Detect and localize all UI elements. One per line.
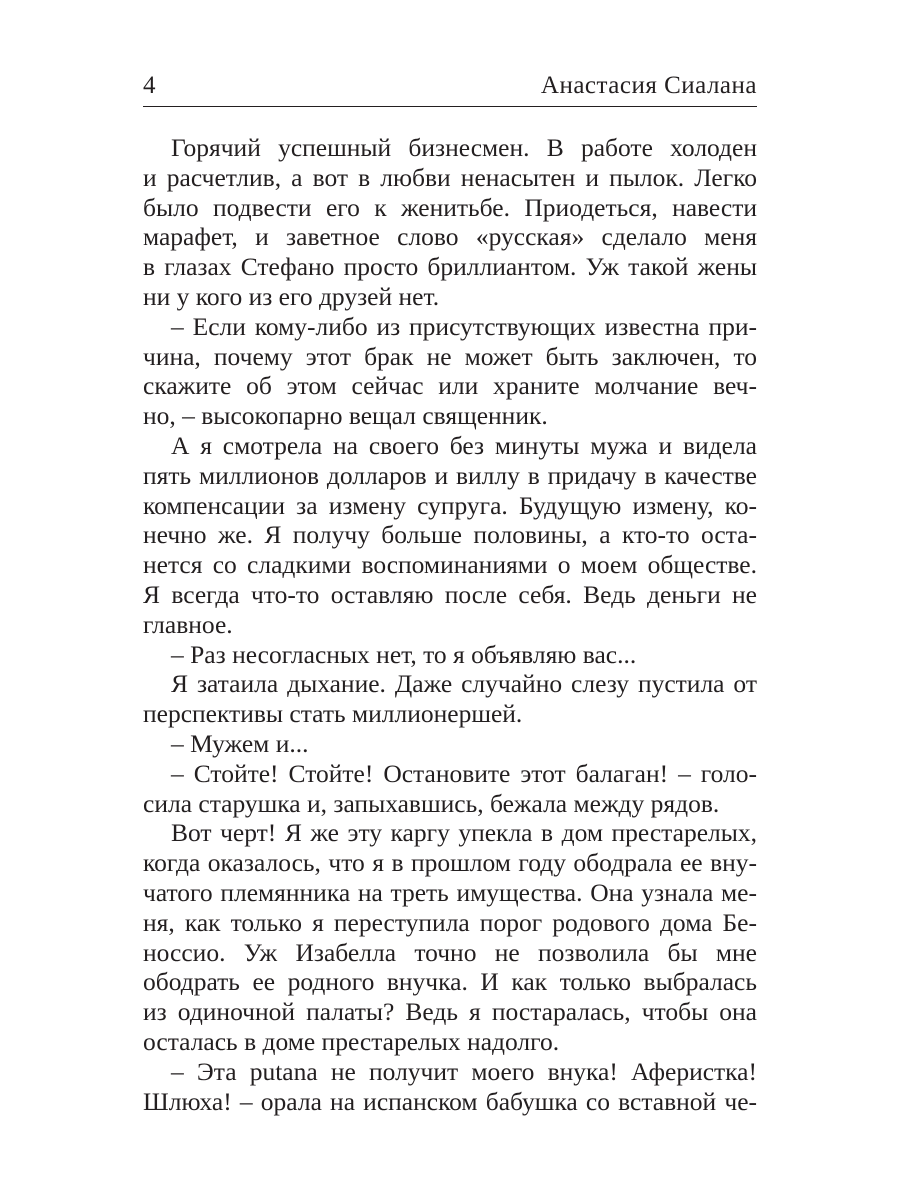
text-line: – Эта putana не получит моего внука! Аферистка! <box>171 1056 757 1086</box>
text-line: Шлюха! – орала на испанском бабушка со вставной че- <box>143 1086 757 1116</box>
header-rule <box>143 106 757 107</box>
text-line: чатого племянника на треть имущества. Она узнала ме- <box>143 877 757 907</box>
text-line: скажите об этом сейчас или храните молчание веч- <box>143 371 757 401</box>
text-line: ободрать ее родного внучка. И как только выбралась <box>143 967 757 997</box>
text-line: нечно же. Я получу больше половины, а кто-то оста- <box>143 520 757 550</box>
paragraph <box>143 312 757 431</box>
text-line: – Если кому-либо из присутствующих известна при- <box>171 311 757 341</box>
text-line: нется со сладкими воспоминаниями о моем обществе. <box>143 550 757 580</box>
text-line: Вот черт! Я же эту каргу упекла в дом престарелых, <box>171 818 757 848</box>
text-line: носсио. Уж Изабелла точно не позволила бы мне <box>143 937 757 967</box>
text-line: пять миллионов долларов и виллу в придачу в качестве <box>143 460 757 490</box>
text-line: марафет, и заветное слово «русская» сделало меня <box>143 222 757 252</box>
text-line: – Мужем и... <box>171 728 309 758</box>
page-number: 4 <box>143 72 156 99</box>
text-line: – Стойте! Стойте! Остановите этот балаган! – голо- <box>171 758 757 788</box>
paragraph <box>143 729 757 759</box>
paragraph <box>143 133 757 312</box>
text-line: Горячий успешный бизнесмен. В работе холоден <box>171 133 757 162</box>
text-line: перспективы стать миллионершей. <box>143 699 523 729</box>
text-line: – Раз несогласных нет, то я объявляю вас... <box>171 639 637 669</box>
text-line: осталась в доме престарелых надолго. <box>143 1026 560 1056</box>
text-line: но, – высокопарно вещал священник. <box>143 401 548 431</box>
paragraph <box>143 1057 757 1117</box>
page-body-text <box>143 133 757 1116</box>
text-line: из одиночной палаты? Ведь я постаралась, чтобы она <box>143 997 757 1027</box>
paragraph <box>143 818 757 1056</box>
text-line: ни у кого из его друзей нет. <box>143 281 440 311</box>
text-line: в глазах Стефано просто бриллиантом. Уж такой жены <box>143 252 757 282</box>
text-line: А я смотрела на своего без минуты мужа и видела <box>171 430 757 460</box>
paragraph <box>143 669 757 729</box>
text-line: и расчетлив, а вот в любви ненасытен и пылок. Легко <box>143 162 757 192</box>
text-line: сила старушка и, запыхавшись, бежала между рядов. <box>143 788 720 818</box>
text-line: когда оказалось, что я в прошлом году ободрала ее вну- <box>143 848 757 878</box>
text-line: Я всегда что-то оставляю после себя. Ведь деньги не <box>143 579 757 609</box>
text-line: было подвести его к женитьбе. Приодеться, навести <box>143 192 757 222</box>
text-line: ня, как только я переступила порог родового дома Бе- <box>143 907 757 937</box>
text-line: Я затаила дыхание. Даже случайно слезу пустила от <box>171 669 757 699</box>
text-line: чина, почему этот брак не может быть заключен, то <box>143 341 757 371</box>
paragraph <box>143 640 757 670</box>
paragraph <box>143 431 757 640</box>
paragraph <box>143 759 757 819</box>
text-line: главное. <box>143 609 233 639</box>
running-title-author: Анастасия Сиалана <box>540 72 757 99</box>
text-line: компенсации за измену супруга. Будущую измену, ко- <box>143 490 757 520</box>
page-header <box>143 70 757 106</box>
